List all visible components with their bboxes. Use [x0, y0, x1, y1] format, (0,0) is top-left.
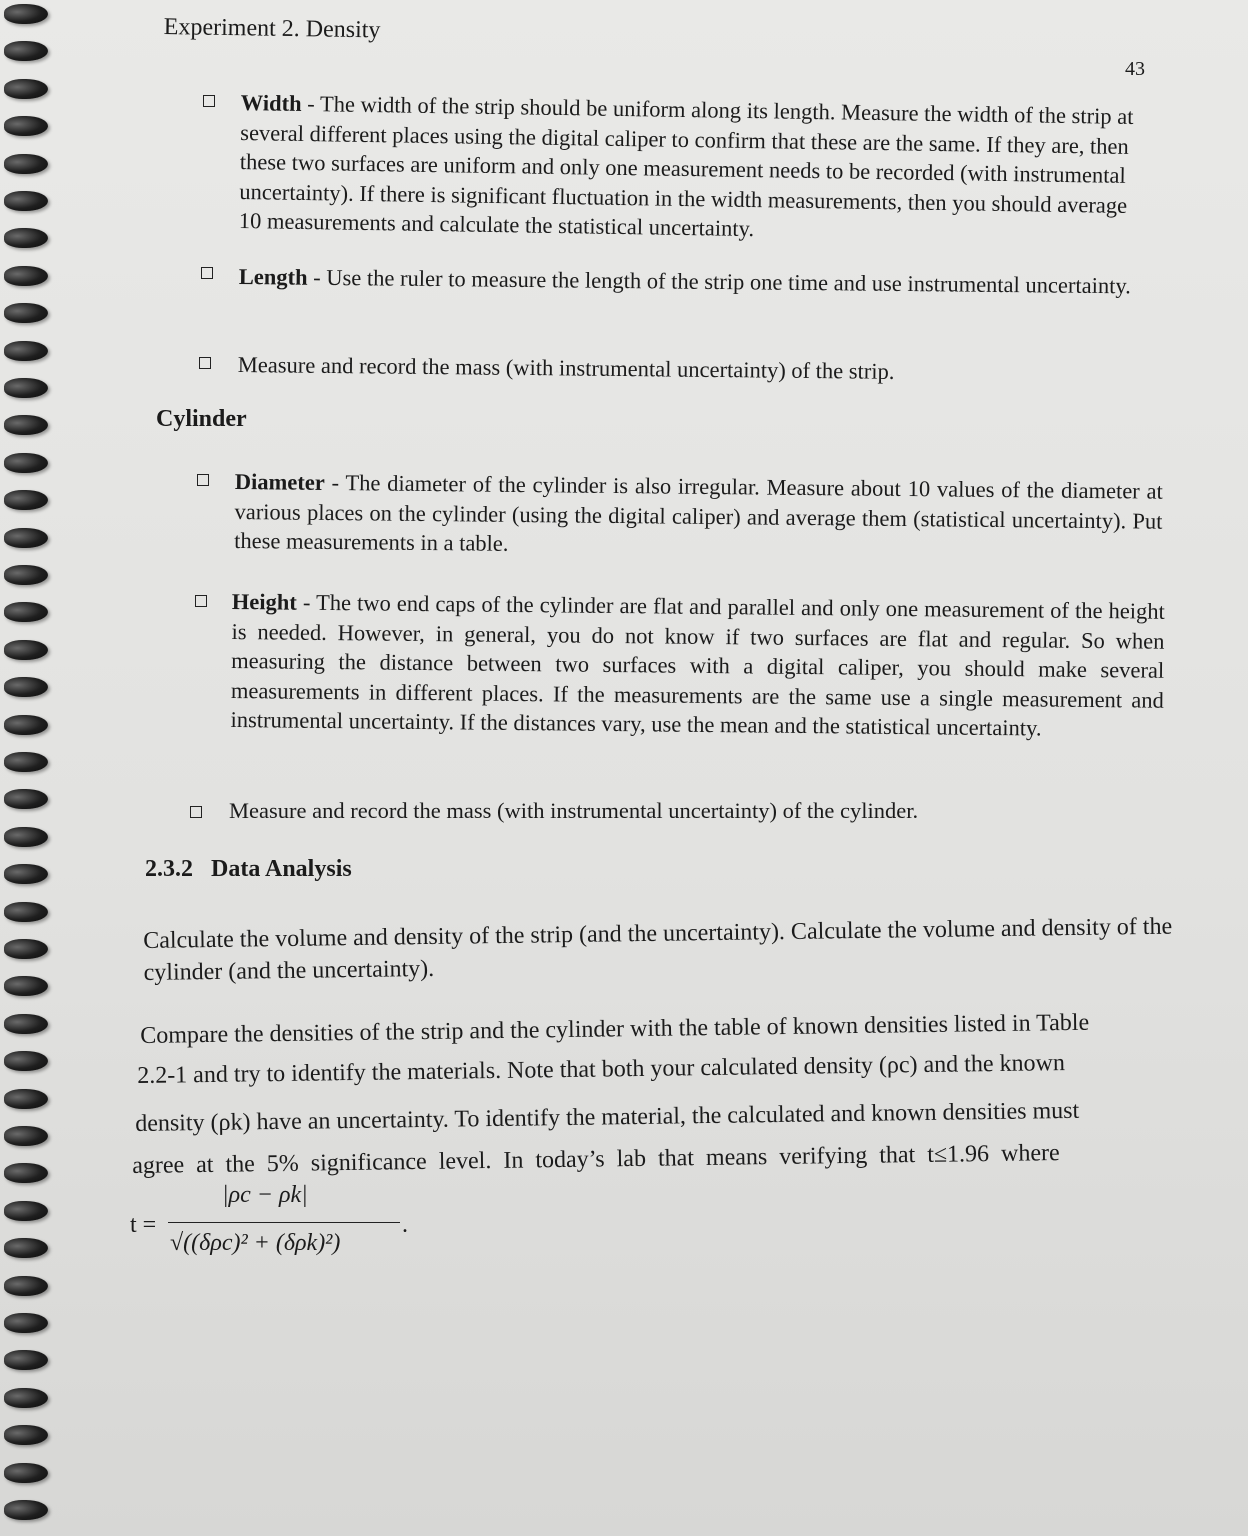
- checkbox-icon: [199, 357, 211, 369]
- width-label: Width: [240, 89, 302, 116]
- binding-ring: [4, 1350, 48, 1370]
- binding-ring: [4, 154, 48, 174]
- binding-ring: [4, 1089, 48, 1109]
- length-text: - Use the ruler to measure the length of the strip one time and use instrumental uncertainty.: [307, 264, 1131, 299]
- checkbox-icon: [190, 806, 202, 818]
- checkbox-icon: [195, 595, 207, 607]
- analysis-paragraph-1: Calculate the volume and density of the strip (and the uncertainty). Calculate the volume and density of the cylinder (and the uncertainty).: [143, 913, 1173, 986]
- binding-ring: [4, 453, 48, 473]
- height-label: Height: [231, 588, 297, 615]
- binding-ring: [4, 116, 48, 136]
- binding-ring: [4, 303, 48, 323]
- diameter-instruction: [234, 467, 1163, 565]
- binding-ring: [4, 1425, 48, 1445]
- width-instruction: [239, 88, 1156, 250]
- cylinder-heading: Cylinder: [156, 406, 247, 432]
- binding-ring: [4, 864, 48, 884]
- binding-ring: [4, 4, 48, 24]
- binding-ring: [4, 228, 48, 248]
- binding-ring: [4, 902, 48, 922]
- fraction-bar: [168, 1222, 400, 1223]
- binding-ring: [4, 191, 48, 211]
- page-header-title: Experiment 2. Density: [163, 14, 381, 44]
- diameter-text: - The diameter of the cylinder is also irregular. Measure about 10 values of the diameter at various places on the cylinder (using the digital caliper) and average them (statistical uncertainty). Put these measurements in a table.: [234, 469, 1163, 556]
- analysis-paragraph-2-line-4: agree at the 5% significance level. In today’s lab that means verifying that t≤1.96 where: [132, 1140, 1060, 1179]
- section-number: 2.3.2: [145, 856, 193, 882]
- spiral-binding: [0, 0, 70, 1536]
- binding-ring: [4, 1238, 48, 1258]
- binding-ring: [4, 1163, 48, 1183]
- binding-ring: [4, 378, 48, 398]
- length-label: Length: [238, 263, 308, 290]
- binding-ring: [4, 528, 48, 548]
- binding-ring: [4, 341, 48, 361]
- analysis-paragraph-2-line-3: density (ρk) have an uncertainty. To identify the material, the calculated and known densities must: [135, 1097, 1080, 1137]
- binding-ring: [4, 1201, 48, 1221]
- binding-ring: [4, 752, 48, 772]
- binding-ring: [4, 1500, 48, 1520]
- width-text: - The width of the strip should be uniform along its length. Measure the width of the strip at several different places using the digital caliper to confirm that these are the same. If they are, then these two surfaces are uniform and only one measurement needs to be recorded (with instrumental uncertainty). If there is significant fluctuation in the width measurements, then you should average 10 measurements and calculate the statistical uncertainty.: [238, 90, 1134, 242]
- checkbox-icon: [201, 267, 213, 279]
- section-title: Data Analysis: [211, 856, 352, 882]
- binding-ring: [4, 1388, 48, 1408]
- binding-ring: [4, 1313, 48, 1333]
- binding-ring: [4, 266, 48, 286]
- binding-ring: [4, 41, 48, 61]
- strip-mass-instruction: [238, 350, 1158, 389]
- binding-ring: [4, 79, 48, 99]
- analysis-paragraph-2-line-1: Compare the densities of the strip and the cylinder with the table of known densities listed in Table: [140, 1009, 1090, 1049]
- binding-ring: [4, 976, 48, 996]
- binding-ring: [4, 677, 48, 697]
- binding-ring: [4, 490, 48, 510]
- binding-ring: [4, 1463, 48, 1483]
- strip-mass-text: Measure and record the mass (with instrumental uncertainty) of the strip.: [237, 351, 895, 384]
- length-instruction: [239, 262, 1159, 301]
- binding-ring: [4, 640, 48, 660]
- page-number: 43: [1125, 58, 1145, 80]
- binding-ring: [4, 827, 48, 847]
- binding-ring: [4, 1126, 48, 1146]
- formula-numerator: |ρc − ρk|: [222, 1182, 308, 1208]
- checkbox-icon: [203, 95, 215, 107]
- height-instruction: [230, 587, 1164, 744]
- binding-ring: [4, 602, 48, 622]
- binding-ring: [4, 1276, 48, 1296]
- height-text: - The two end caps of the cylinder are flat and parallel and only one measurement of the height is needed. However, in general, you do not know if two surfaces are flat and regular. So when measuring the distance between two surfaces with a digital caliper, you should make several measurements in different places. If the measurements are the same use a single measurement and instrumental uncertainty. If the distances vary, use the mean and the statistical uncertainty.: [230, 589, 1165, 741]
- binding-ring: [4, 789, 48, 809]
- formula-denominator: √((δρc)² + (δρk)²): [170, 1230, 341, 1256]
- cylinder-mass-instruction: [229, 796, 1159, 826]
- formula-lhs: t =: [130, 1212, 157, 1238]
- binding-ring: [4, 1051, 48, 1071]
- binding-ring: [4, 939, 48, 959]
- analysis-paragraph-2-line-2: 2.2-1 and try to identify the materials. Note that both your calculated density (ρc) and the known: [137, 1050, 1066, 1089]
- binding-ring: [4, 715, 48, 735]
- formula-end: .: [402, 1212, 408, 1238]
- t-statistic-formula: [130, 1180, 410, 1280]
- binding-ring: [4, 1014, 48, 1034]
- binding-ring: [4, 415, 48, 435]
- section-heading: [145, 856, 352, 883]
- diameter-label: Diameter: [234, 468, 325, 495]
- checkbox-icon: [197, 474, 209, 486]
- binding-ring: [4, 565, 48, 585]
- cylinder-mass-text: Measure and record the mass (with instrumental uncertainty) of the cylinder.: [229, 798, 919, 823]
